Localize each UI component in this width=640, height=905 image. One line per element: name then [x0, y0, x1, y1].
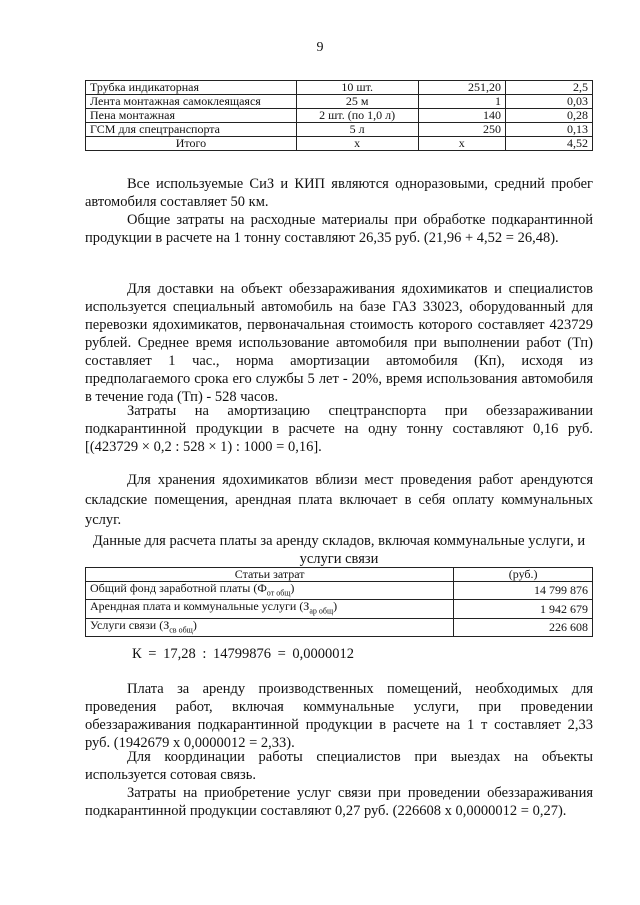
table-cell: 251,20	[418, 81, 505, 95]
table-cell: Лента монтажная самоклеящаяся	[86, 95, 297, 109]
paragraph: Общие затраты на расходные материалы при обработке подкарантинной продукции в расчете на 1 тонну составляют 26,35 руб. (21,96 + 4,52 = 26,48).	[85, 212, 593, 246]
table-cell: 14 799 876	[454, 582, 593, 600]
formula: К = 17,28 : 14799876 = 0,0000012	[132, 646, 355, 662]
table-cell: 1 942 679	[454, 600, 593, 618]
total-label: Итого	[86, 137, 297, 151]
table-cell: 1	[418, 95, 505, 109]
table-cell: 10 шт.	[296, 81, 418, 95]
paragraph: Затраты на приобретение услуг связи при проведении обеззараживания подкарантинной продукции составляют 0,27 руб. (226608 х 0,0000012 = 0,27).	[85, 785, 593, 819]
paragraph: Плата за аренду производственных помещений, необходимых для проведения работ, включая коммунальные услуги, при проведении обеззараживания подкарантинной продукции в расчете на 1 т составляет 2,33 руб. (1942679 х 0,0000012 = 2,33).	[85, 681, 593, 751]
table-cell: Арендная плата и коммунальные услуги $(З_{ар общ})$	[86, 600, 454, 618]
rent-table	[85, 567, 593, 637]
table-cell: 25 м	[296, 95, 418, 109]
table-cell: Трубка индикаторная	[86, 81, 297, 95]
total-value: 4,52	[505, 137, 592, 151]
table-cell: Услуги связи $(З_{св общ})$	[86, 618, 454, 636]
table-cell: ГСМ для спецтранспорта	[86, 123, 297, 137]
table-header-cell: (руб.)	[454, 568, 593, 582]
table-cell: 250	[418, 123, 505, 137]
table-cell: 0,13	[505, 123, 592, 137]
table-header-row	[86, 568, 593, 582]
table-row	[86, 109, 593, 123]
table-row	[86, 600, 593, 618]
table-cell: 226 608	[454, 618, 593, 636]
table-caption: Данные для расчета платы за аренду складов, включая коммунальные услуги, и услуги связи	[92, 533, 586, 567]
table-header-cell: Статьи затрат	[86, 568, 454, 582]
table-cell: 140	[418, 109, 505, 123]
table-cell: х	[296, 137, 418, 151]
paragraph: Для хранения ядохимикатов вблизи мест проведения работ арендуются складские помещения, арендная плата включает в себя оплату коммунальных услуг.	[85, 472, 593, 528]
table-cell: Пена монтажная	[86, 109, 297, 123]
page-number: 9	[316, 40, 324, 55]
paragraph: Для координации работы специалистов при выездах на объекты используется сотовая связь.	[85, 749, 593, 783]
table-row	[86, 618, 593, 636]
table-row	[86, 81, 593, 95]
table-row	[86, 95, 593, 109]
table-cell: 2,5	[505, 81, 592, 95]
table-row	[86, 123, 593, 137]
table-cell: х	[418, 137, 505, 151]
table-cell: 5 л	[296, 123, 418, 137]
paragraph: Все используемые СиЗ и КИП являются одноразовыми, средний пробег автомобиля составляет 50 км.	[85, 176, 593, 210]
paragraph: Затраты на амортизацию спецтранспорта при обеззараживании подкарантинной продукции в расчете на одну тонну составляют 0,16 руб. [(423729 × 0,2 : 528 × 1) : 1000 = 0,16].	[85, 403, 593, 455]
paragraph: Для доставки на объект обеззараживания ядохимикатов и специалистов используется специальный автомобиль на базе ГАЗ 33023, оборудованный для перевозки ядохимикатов, первоначальная стоимость которого составляет 423729 рублей. Среднее время использование автомобиля при выполнении работ (Тп) составляет 1 час., норма амортизации автомобиля (Кп), исходя из предполагаемого срока его службы 5 лет - 20%, время использования автомобиля в течение года (Тп) - 528 часов.	[85, 281, 593, 405]
table-cell: 0,28	[505, 109, 592, 123]
table-total-row	[86, 137, 593, 151]
table-cell: 0,03	[505, 95, 592, 109]
table-row	[86, 582, 593, 600]
table-cell: 2 шт. (по 1,0 л)	[296, 109, 418, 123]
table-cell: Общий фонд заработной платы $(Ф_{от общ})$	[86, 582, 454, 600]
materials-table	[85, 80, 593, 151]
